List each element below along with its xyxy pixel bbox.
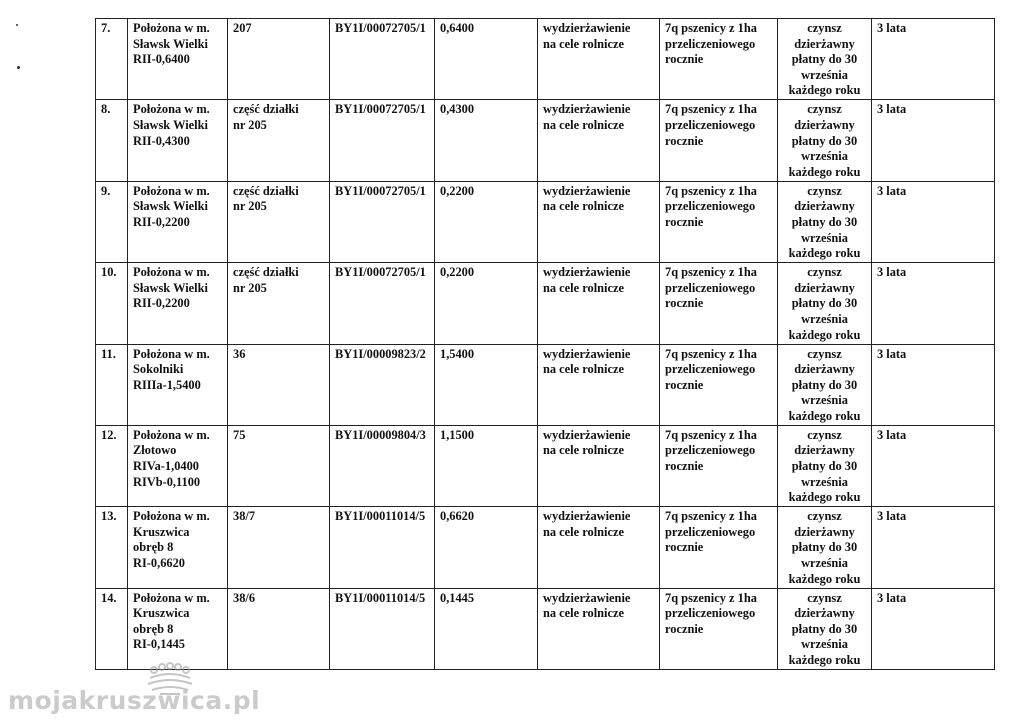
plot-number-cell: 38/6	[228, 588, 330, 669]
scan-speck	[16, 24, 18, 26]
table-row	[96, 19, 995, 100]
land-register-cell: BY1I/00072705/1	[330, 19, 435, 100]
lease-period-cell: 3 lata	[872, 344, 995, 425]
plot-number-cell: część działki nr 205	[228, 100, 330, 181]
rent-cell: 7q pszenicy z 1ha przeliczeniowego rocznie	[660, 588, 778, 669]
row-number: 12.	[96, 425, 128, 506]
purpose-cell: wydzierżawienie na cele rolnicze	[538, 100, 660, 181]
land-register-cell: BY1I/00011014/5	[330, 588, 435, 669]
table-row	[96, 588, 995, 669]
payment-terms-cell: czynsz dzierżawny płatny do 30 września każdego roku	[778, 425, 872, 506]
plot-number-cell: 75	[228, 425, 330, 506]
scan-speck	[17, 66, 20, 69]
area-cell: 1,5400	[435, 344, 538, 425]
area-cell: 0,6400	[435, 19, 538, 100]
location-cell: Położona w m. Sławsk Wielki RII-0,6400	[128, 19, 228, 100]
rent-cell: 7q pszenicy z 1ha przeliczeniowego rocznie	[660, 425, 778, 506]
table-row	[96, 507, 995, 588]
payment-terms-cell: czynsz dzierżawny płatny do 30 września każdego roku	[778, 19, 872, 100]
location-cell: Położona w m. Sławsk Wielki RII-0,2200	[128, 181, 228, 262]
lease-period-cell: 3 lata	[872, 507, 995, 588]
row-number: 11.	[96, 344, 128, 425]
lease-period-cell: 3 lata	[872, 588, 995, 669]
table-body	[96, 19, 995, 670]
row-number: 13.	[96, 507, 128, 588]
area-cell: 0,2200	[435, 263, 538, 344]
rent-cell: 7q pszenicy z 1ha przeliczeniowego rocznie	[660, 263, 778, 344]
location-cell: Położona w m. Sokolniki RIIIa-1,5400	[128, 344, 228, 425]
area-cell: 1,1500	[435, 425, 538, 506]
rent-cell: 7q pszenicy z 1ha przeliczeniowego rocznie	[660, 19, 778, 100]
table-row	[96, 425, 995, 506]
row-number: 10.	[96, 263, 128, 344]
purpose-cell: wydzierżawienie na cele rolnicze	[538, 19, 660, 100]
lease-period-cell: 3 lata	[872, 100, 995, 181]
location-cell: Położona w m. Kruszwica obręb 8 RI-0,6620	[128, 507, 228, 588]
land-lease-table	[95, 18, 995, 670]
purpose-cell: wydzierżawienie na cele rolnicze	[538, 588, 660, 669]
table-row	[96, 181, 995, 262]
land-register-cell: BY1I/00072705/1	[330, 100, 435, 181]
area-cell: 0,4300	[435, 100, 538, 181]
purpose-cell: wydzierżawienie na cele rolnicze	[538, 263, 660, 344]
row-number: 7.	[96, 19, 128, 100]
location-cell: Położona w m. Złotowo RIVa-1,0400 RIVb-0,1100	[128, 425, 228, 506]
lease-period-cell: 3 lata	[872, 181, 995, 262]
land-register-cell: BY1I/00009804/3	[330, 425, 435, 506]
table-row	[96, 100, 995, 181]
land-register-cell: BY1I/00072705/1	[330, 263, 435, 344]
land-register-cell: BY1I/00009823/2	[330, 344, 435, 425]
location-cell: Położona w m. Sławsk Wielki RII-0,2200	[128, 263, 228, 344]
purpose-cell: wydzierżawienie na cele rolnicze	[538, 507, 660, 588]
payment-terms-cell: czynsz dzierżawny płatny do 30 września każdego roku	[778, 181, 872, 262]
location-cell: Położona w m. Kruszwica obręb 8 RI-0,1445	[128, 588, 228, 669]
lease-period-cell: 3 lata	[872, 263, 995, 344]
row-number: 14.	[96, 588, 128, 669]
watermark-text: mojakruszwica.pl	[8, 686, 261, 715]
plot-number-cell: część działki nr 205	[228, 181, 330, 262]
rent-cell: 7q pszenicy z 1ha przeliczeniowego rocznie	[660, 344, 778, 425]
plot-number-cell: 38/7	[228, 507, 330, 588]
purpose-cell: wydzierżawienie na cele rolnicze	[538, 181, 660, 262]
payment-terms-cell: czynsz dzierżawny płatny do 30 września każdego roku	[778, 588, 872, 669]
rent-cell: 7q pszenicy z 1ha przeliczeniowego rocznie	[660, 100, 778, 181]
lease-period-cell: 3 lata	[872, 425, 995, 506]
rent-cell: 7q pszenicy z 1ha przeliczeniowego rocznie	[660, 181, 778, 262]
table-row	[96, 344, 995, 425]
payment-terms-cell: czynsz dzierżawny płatny do 30 września każdego roku	[778, 263, 872, 344]
plot-number-cell: 207	[228, 19, 330, 100]
payment-terms-cell: czynsz dzierżawny płatny do 30 września każdego roku	[778, 344, 872, 425]
land-register-cell: BY1I/00072705/1	[330, 181, 435, 262]
lease-period-cell: 3 lata	[872, 19, 995, 100]
rent-cell: 7q pszenicy z 1ha przeliczeniowego rocznie	[660, 507, 778, 588]
purpose-cell: wydzierżawienie na cele rolnicze	[538, 344, 660, 425]
site-watermark	[8, 662, 261, 718]
area-cell: 0,2200	[435, 181, 538, 262]
area-cell: 0,6620	[435, 507, 538, 588]
table-row	[96, 263, 995, 344]
land-register-cell: BY1I/00011014/5	[330, 507, 435, 588]
location-cell: Położona w m. Sławsk Wielki RII-0,4300	[128, 100, 228, 181]
row-number: 9.	[96, 181, 128, 262]
plot-number-cell: część działki nr 205	[228, 263, 330, 344]
area-cell: 0,1445	[435, 588, 538, 669]
plot-number-cell: 36	[228, 344, 330, 425]
purpose-cell: wydzierżawienie na cele rolnicze	[538, 425, 660, 506]
payment-terms-cell: czynsz dzierżawny płatny do 30 września każdego roku	[778, 507, 872, 588]
row-number: 8.	[96, 100, 128, 181]
payment-terms-cell: czynsz dzierżawny płatny do 30 września każdego roku	[778, 100, 872, 181]
